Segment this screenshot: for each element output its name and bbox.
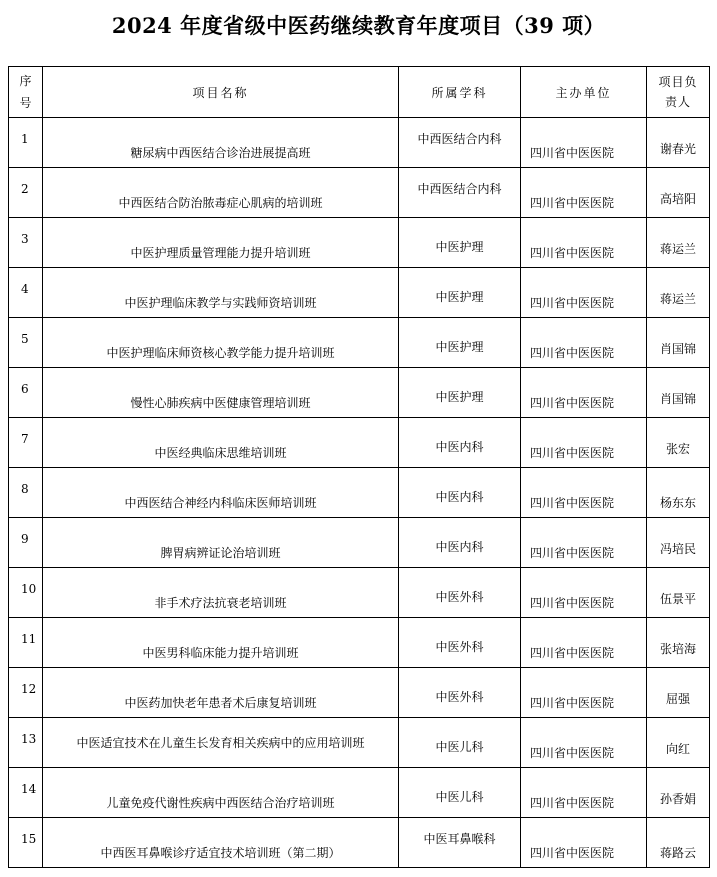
row-subject-cell <box>399 568 521 618</box>
row-subject: 中医外科 <box>435 690 484 704</box>
row-num-cell <box>9 718 43 768</box>
row-leader: 张宏 <box>665 442 690 456</box>
row-project-name: 中医男科临床能力提升培训班 <box>142 646 299 660</box>
header-leader <box>647 67 710 118</box>
row-num: 2 <box>21 182 29 196</box>
table-row <box>9 518 710 568</box>
row-leader: 杨东东 <box>659 496 696 510</box>
row-subject-cell <box>399 118 521 168</box>
table-header-row <box>9 67 710 118</box>
row-project-name-cell <box>43 368 399 418</box>
row-leader: 蒋路云 <box>659 846 696 860</box>
row-project-name-cell <box>43 618 399 668</box>
row-organizer-cell <box>521 468 647 518</box>
header-name: 项目名称 <box>43 67 399 118</box>
row-subject: 中医耳鼻喉科 <box>423 832 496 846</box>
row-project-name-cell <box>43 218 399 268</box>
row-leader: 向红 <box>665 742 690 756</box>
row-project-name-cell <box>43 768 399 818</box>
row-project-name: 慢性心肺疾病中医健康管理培训班 <box>130 396 311 410</box>
row-project-name-cell <box>43 818 399 868</box>
project-table <box>8 66 710 868</box>
row-project-name-cell <box>43 268 399 318</box>
row-leader: 蒋运兰 <box>659 242 696 256</box>
row-organizer: 四川省中医医院 <box>530 396 615 410</box>
row-leader: 孙香娟 <box>659 792 696 806</box>
row-subject: 中医内科 <box>435 540 484 554</box>
row-subject: 中医内科 <box>435 440 484 454</box>
table-row <box>9 268 710 318</box>
row-project-name: 脾胃病辨证论治培训班 <box>160 546 281 560</box>
row-subject: 中西医结合内科 <box>417 182 502 196</box>
row-leader: 张培海 <box>659 642 696 656</box>
row-num-cell <box>9 368 43 418</box>
row-num-cell <box>9 568 43 618</box>
row-project-name: 中医护理临床教学与实践师资培训班 <box>124 296 317 310</box>
row-organizer-cell <box>521 818 647 868</box>
row-project-name-cell <box>43 118 399 168</box>
row-subject: 中西医结合内科 <box>417 132 502 146</box>
row-leader-cell <box>647 218 710 268</box>
row-num: 9 <box>21 532 29 546</box>
row-leader: 高培阳 <box>659 192 696 206</box>
table-row <box>9 768 710 818</box>
row-leader: 肖国锦 <box>659 392 696 406</box>
row-project-name-cell <box>43 668 399 718</box>
row-num: 11 <box>21 632 37 646</box>
table-row <box>9 668 710 718</box>
row-organizer-cell <box>521 218 647 268</box>
row-subject-cell <box>399 468 521 518</box>
row-project-name: 非手术疗法抗衰老培训班 <box>154 596 287 610</box>
row-project-name-cell <box>43 168 399 218</box>
header-num <box>9 67 43 118</box>
row-subject-cell <box>399 518 521 568</box>
row-subject: 中医护理 <box>435 340 484 354</box>
table-row <box>9 618 710 668</box>
row-num: 14 <box>21 782 37 796</box>
header-leader-label: 项目负责人 <box>658 75 698 109</box>
row-organizer-cell <box>521 718 647 768</box>
row-project-name: 中西医耳鼻喉诊疗适宜技术培训班（第二期） <box>100 846 341 860</box>
row-leader: 蒋运兰 <box>659 292 696 306</box>
row-organizer: 四川省中医医院 <box>530 596 615 610</box>
row-num-cell <box>9 218 43 268</box>
row-subject-cell <box>399 668 521 718</box>
header-subject: 所属学科 <box>399 67 521 118</box>
row-organizer: 四川省中医医院 <box>530 296 615 310</box>
row-num-cell <box>9 318 43 368</box>
row-project-name-cell <box>43 318 399 368</box>
row-project-name: 中医护理临床师资核心教学能力提升培训班 <box>106 346 335 360</box>
row-subject-cell <box>399 268 521 318</box>
row-subject: 中医内科 <box>435 490 484 504</box>
page-title: 2024 年度省级中医药继续教育年度项目（39 项） <box>111 13 606 38</box>
table-row <box>9 218 710 268</box>
row-project-name-cell <box>43 568 399 618</box>
row-organizer-cell <box>521 368 647 418</box>
row-project-name: 糖尿病中西医结合诊治进展提高班 <box>130 146 311 160</box>
row-subject-cell <box>399 718 521 768</box>
row-project-name: 中医经典临床思维培训班 <box>154 446 287 460</box>
row-leader-cell <box>647 168 710 218</box>
table-row <box>9 568 710 618</box>
row-leader: 屈强 <box>665 692 690 706</box>
table-row <box>9 118 710 168</box>
row-project-name: 中医药加快老年患者术后康复培训班 <box>124 696 317 710</box>
row-num: 12 <box>21 682 37 696</box>
row-num: 7 <box>21 432 29 446</box>
row-organizer: 四川省中医医院 <box>530 796 615 810</box>
row-num-cell <box>9 468 43 518</box>
row-leader-cell <box>647 118 710 168</box>
row-leader: 伍景平 <box>659 592 696 606</box>
row-organizer-cell <box>521 668 647 718</box>
row-subject: 中医儿科 <box>435 790 484 804</box>
row-leader-cell <box>647 568 710 618</box>
row-subject-cell <box>399 318 521 368</box>
table-row <box>9 418 710 468</box>
row-num: 10 <box>21 582 37 596</box>
row-organizer-cell <box>521 268 647 318</box>
row-leader-cell <box>647 618 710 668</box>
row-num: 3 <box>21 232 29 246</box>
row-leader-cell <box>647 318 710 368</box>
row-num-cell <box>9 168 43 218</box>
row-leader: 肖国锦 <box>659 342 696 356</box>
row-organizer-cell <box>521 568 647 618</box>
row-subject: 中医护理 <box>435 290 484 304</box>
table-row <box>9 368 710 418</box>
row-num-cell <box>9 418 43 468</box>
row-organizer: 四川省中医医院 <box>530 546 615 560</box>
row-organizer-cell <box>521 518 647 568</box>
row-organizer: 四川省中医医院 <box>530 696 615 710</box>
row-project-name: 中医护理质量管理能力提升培训班 <box>130 246 311 260</box>
row-leader-cell <box>647 518 710 568</box>
row-subject-cell <box>399 768 521 818</box>
row-num: 5 <box>21 332 29 346</box>
row-organizer-cell <box>521 168 647 218</box>
header-num-label: 序号 <box>19 74 32 110</box>
row-project-name-cell <box>43 718 399 768</box>
row-leader-cell <box>647 718 710 768</box>
row-organizer: 四川省中医医院 <box>530 496 615 510</box>
row-organizer: 四川省中医医院 <box>530 246 615 260</box>
row-leader-cell <box>647 268 710 318</box>
row-subject-cell <box>399 168 521 218</box>
row-subject: 中医外科 <box>435 590 484 604</box>
row-leader-cell <box>647 368 710 418</box>
row-leader-cell <box>647 468 710 518</box>
row-subject: 中医儿科 <box>435 740 484 754</box>
row-num-cell <box>9 118 43 168</box>
row-project-name: 儿童免疫代谢性疾病中西医结合治疗培训班 <box>106 796 335 810</box>
row-organizer: 四川省中医医院 <box>530 846 615 860</box>
row-num-cell <box>9 268 43 318</box>
header-org: 主办单位 <box>521 67 647 118</box>
table-row <box>9 818 710 868</box>
row-num: 1 <box>21 132 29 146</box>
table-row <box>9 718 710 768</box>
row-organizer: 四川省中医医院 <box>530 146 615 160</box>
row-project-name-cell <box>43 518 399 568</box>
row-num-cell <box>9 768 43 818</box>
row-subject-cell <box>399 418 521 468</box>
row-project-name: 中西医结合防治脓毒症心肌病的培训班 <box>118 196 323 210</box>
row-num-cell <box>9 818 43 868</box>
row-leader: 冯培民 <box>659 542 696 556</box>
row-organizer-cell <box>521 318 647 368</box>
row-subject: 中医护理 <box>435 390 484 404</box>
row-num-cell <box>9 518 43 568</box>
table-row <box>9 468 710 518</box>
row-num: 4 <box>21 282 29 296</box>
row-num: 15 <box>21 832 37 846</box>
row-num: 13 <box>21 732 37 746</box>
table-row <box>9 318 710 368</box>
row-subject-cell <box>399 218 521 268</box>
row-subject-cell <box>399 818 521 868</box>
row-num: 8 <box>21 482 29 496</box>
row-leader-cell <box>647 768 710 818</box>
row-leader: 谢春光 <box>659 142 696 156</box>
row-subject-cell <box>399 368 521 418</box>
row-leader-cell <box>647 418 710 468</box>
row-subject: 中医外科 <box>435 640 484 654</box>
row-organizer-cell <box>521 618 647 668</box>
row-organizer: 四川省中医医院 <box>530 196 615 210</box>
table-row <box>9 168 710 218</box>
row-num-cell <box>9 668 43 718</box>
row-subject: 中医护理 <box>435 240 484 254</box>
row-organizer: 四川省中医医院 <box>530 646 615 660</box>
row-leader-cell <box>647 818 710 868</box>
row-num: 6 <box>21 382 29 396</box>
row-organizer-cell <box>521 118 647 168</box>
row-organizer: 四川省中医医院 <box>530 346 615 360</box>
row-leader-cell <box>647 668 710 718</box>
row-organizer: 四川省中医医院 <box>530 746 615 760</box>
row-subject-cell <box>399 618 521 668</box>
row-project-name: 中医适宜技术在儿童生长发育相关疾病中的应用培训班 <box>76 736 365 750</box>
row-organizer: 四川省中医医院 <box>530 446 615 460</box>
row-organizer-cell <box>521 418 647 468</box>
row-project-name: 中西医结合神经内科临床医师培训班 <box>124 496 317 510</box>
row-num-cell <box>9 618 43 668</box>
row-project-name-cell <box>43 468 399 518</box>
row-project-name-cell <box>43 418 399 468</box>
row-organizer-cell <box>521 768 647 818</box>
